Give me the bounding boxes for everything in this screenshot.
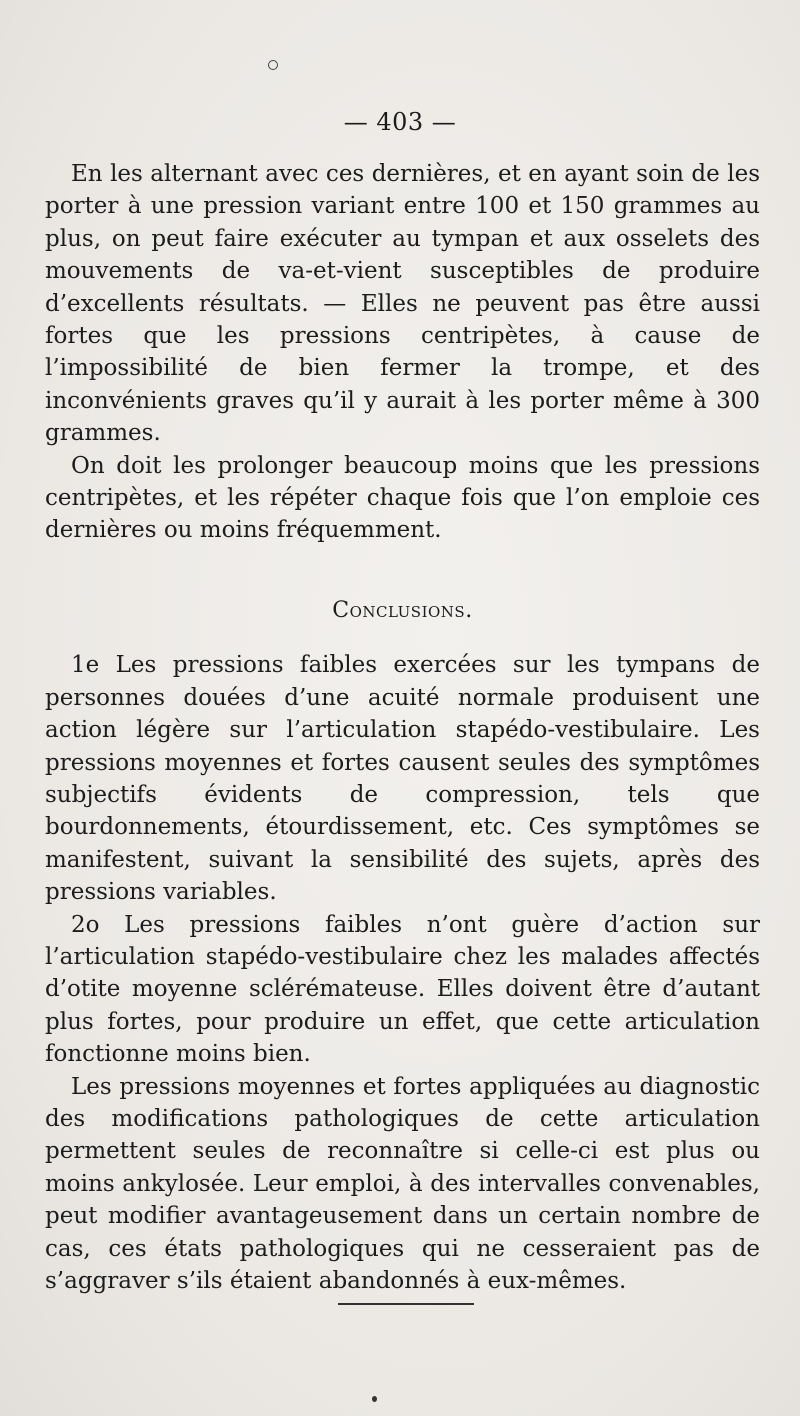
paragraph-1: En les alternant avec ces dernières, et en ayant soin de les porter à une pression variant entre 100 et 150 grammes au plus, on peut faire exécuter au tympan et aux osselets des mouvements de va-et-vient susceptibles de produire d’excellents résultats. — Elles ne peuvent pas être aussi fortes que les pressions centripètes, à cause de l’impossibilité de bien fermer la trompe, et des inconvénients graves qu’il y aurait à les porter même à 300 grammes. [45,161,760,447]
body-text [45,158,760,1297]
paragraph-2: On doit les prolonger beaucoup moins que les pressions centripètes, et les répéter chaque fois que l’on emploie ces dernières ou moins fréquemment. [45,452,760,544]
conclusion-item-1: 1e Les pressions faibles exercées sur les tympans de personnes douées d’une acuité normale produisent une action légère sur l’articulation stapédo-vestibulaire. Les pressions moyennes et fortes causent seules des symptômes subjectifs évidents de compression, tels que bourdonnements, étourdissement, etc. Ces symptômes se manifestent, suivant la sensibilité des sujets, après des pressions variables. [45,652,760,906]
section-heading-conclusions: Conclusions. [332,597,473,623]
conclusion-item-3: Les pressions moyennes et fortes appliquées au diagnostic des modifications pathologiques de cette articulation permettent seules de reconnaître si celle-ci est plus ou moins ankylosée. Leur emploi, à des intervalles convenables, peut modifier avantageusement dans un certain nombre de cas, ces états pathologiques qui ne cesseraient pas de s’aggraver s’ils étaient abandonnés à eux-mêmes. [45,1073,760,1294]
page-number: — 403 — [343,108,457,136]
print-mark-ring [268,60,278,70]
conclusion-item-2: 2o Les pressions faibles n’ont guère d’action sur l’articulation stapédo-vestibulaire chez les malades affectés d’otite moyenne sclérémateuse. Elles doivent être d’autant plus fortes, pour produire un effet, que cette articulation fonctionne moins bien. [45,911,760,1068]
footnote-rule [338,1303,474,1305]
print-mark-dot [372,1396,377,1402]
